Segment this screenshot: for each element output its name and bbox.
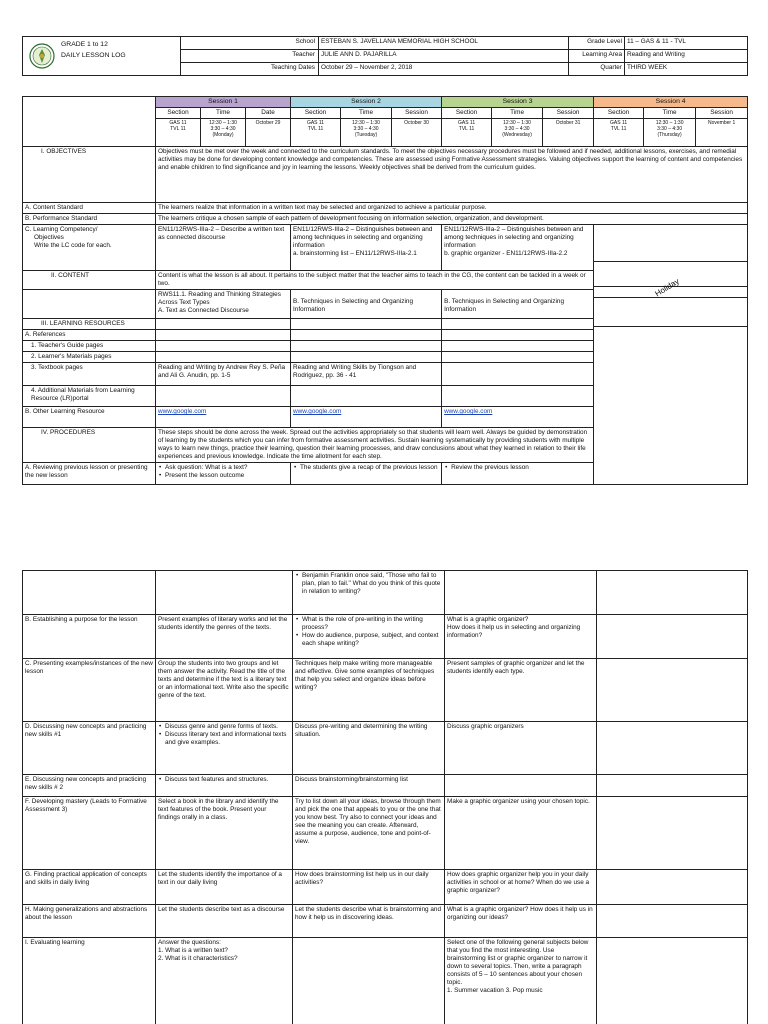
application-session-1: Let the students identify the importance of a text in our daily living xyxy=(156,870,293,905)
session-4-section: GAS 11 TVL 11 xyxy=(594,119,644,147)
resource-link-session-3[interactable]: www.google.com xyxy=(444,408,493,416)
discuss2-label: E. Discussing new concepts and practicing new skills # 2 xyxy=(23,775,156,797)
mastery-session-1: Select a book in the library and identify the text features of the book. Present your findings orally in a class. xyxy=(156,797,293,870)
teacher-value: JULIE ANN D. PAJARILLA xyxy=(319,50,569,63)
resource-link-session-2[interactable]: www.google.com xyxy=(293,408,342,416)
review-s1-item: • Ask question: What is a text? xyxy=(158,464,288,472)
school-value: ESTEBAN S. JAVELLANA MEMORIAL HIGH SCHOOL xyxy=(319,37,569,50)
header-logo-cell xyxy=(23,37,181,76)
purpose-session-3: What is a graphic organizer? How does it help us in selecting and organizing information? xyxy=(445,615,597,659)
resources-label: III. LEARNING RESOURCES xyxy=(23,319,156,330)
session-3-time: 12:30 – 1:30 3:30 – 4:30 (Wednesday) xyxy=(492,119,543,147)
textbook-session-2: Reading and Writing Skills by Tiongson and Rodriguez, pp. 36 - 41 xyxy=(291,363,442,386)
mastery-label: F. Developing mastery (Leads to Formative Assessment 3) xyxy=(23,797,156,870)
generalization-session-2: Let the students describe what is brainstorming and how it help us in discovering ideas. xyxy=(293,905,445,938)
session-2-title: Session 2 xyxy=(291,97,442,108)
teaching-dates-value: October 29 – November 2, 2018 xyxy=(319,63,569,76)
teacher-label: Teacher xyxy=(181,50,319,63)
header-block xyxy=(22,36,747,76)
discuss1-label: D. Discussing new concepts and practicing new skills #1 xyxy=(23,722,156,775)
col-head: Section xyxy=(442,108,492,119)
evaluating-session-3: Select one of the following general subjects below that you find the most interesting. Use brainstorming list or graphic organizer to narrow it down to several topics. Then, write a paragraph consists of 5 – 10 sentences about your chosen topic. 1. Summer vacation 3. Pop music xyxy=(445,938,597,1024)
quarter-value: THIRD WEEK xyxy=(625,63,748,76)
evaluating-label: I. Evaluating learning xyxy=(23,938,156,1024)
performance-standard-label: B. Performance Standard xyxy=(23,214,156,225)
col-head: Time xyxy=(341,108,392,119)
review-s1-item: • Present the lesson outcome xyxy=(158,472,288,480)
other-resource-label: B. Other Learning Resource xyxy=(23,407,156,428)
col-head: Time xyxy=(492,108,543,119)
purpose-s2-item: • What is the role of pre-writing in the writing process? xyxy=(295,616,442,632)
evaluating-session-1: Answer the questions: 1. What is a written text? 2. What is it characteristics? xyxy=(156,938,293,1024)
grade-level-label: Grade Level xyxy=(569,37,625,50)
session-3-title: Session 3 xyxy=(442,97,594,108)
lc-code-note: Write the LC code for each. xyxy=(34,242,112,250)
learning-area-label: Learning Area xyxy=(569,50,625,63)
review-label: A. Reviewing previous lesson or presenting the new lesson xyxy=(23,463,156,485)
content-session-2: B. Techniques in Selecting and Organizing Information xyxy=(291,290,442,319)
references-label: A. References xyxy=(23,330,156,341)
application-session-2: How does brainstorming list help us in our daily activities? xyxy=(293,870,445,905)
examples-session-1: Group the students into two groups and let them answer the activity. Read the title of the texts and determine if the text is a literary text or an informational text. Write also the specific genre of the text. xyxy=(156,659,293,722)
competency-label: C. Learning Competency/ xyxy=(25,226,98,234)
deped-seal-icon xyxy=(29,43,55,69)
quarter-label: Quarter xyxy=(569,63,625,76)
review-s2-item: • The students give a recap of the previous lesson xyxy=(293,464,439,472)
objectives-sublabel: Objectives xyxy=(34,234,64,242)
holiday-label: Holiday xyxy=(653,277,681,299)
discuss2-s1-item: • Discuss text features and structures. xyxy=(158,776,290,784)
competency-session-3: EN11/12RWS-IIIa-2 – Distinguishes between and among techniques in selecting and organizing information b. graphic organizer - EN11/12RWS-IIIa-2.2 xyxy=(442,225,594,271)
examples-session-2: Techniques help make writing more manageable and effective. Give some examples of techniques that help you select and organize ideas before writing? xyxy=(293,659,445,722)
mastery-session-2: Try to list down all your ideas, browse through them and pick the one that appeals to you or the one that you know best. Try also to connect your ideas and see the meaning you can create. Afterward, assume a purpose, audience, tone and point-of-view. xyxy=(293,797,445,870)
competency-label-cell xyxy=(23,225,156,271)
content-label: II. CONTENT xyxy=(23,271,156,290)
generalization-session-3: What is a graphic organizer? How does it help us in organizing our ideas? xyxy=(445,905,597,938)
purpose-label: B. Establishing a purpose for the lesson xyxy=(23,615,156,659)
objectives-label: I. OBJECTIVES xyxy=(23,147,156,203)
session-2-date: October 30 xyxy=(392,119,442,147)
examples-session-3: Present samples of graphic organizer and let the students identify each type. xyxy=(445,659,597,722)
discuss1-session-3: Discuss graphic organizers xyxy=(445,722,597,775)
session-4-time: 12:30 – 1:30 3:30 – 4:30 (Thursday) xyxy=(644,119,696,147)
session-1-date: October 29 xyxy=(246,119,291,147)
learning-area-value: Reading and Writing xyxy=(625,50,748,63)
session-2-section: GAS 11 TVL 11 xyxy=(291,119,341,147)
generalization-label: H. Making generalizations and abstractions about the lesson xyxy=(23,905,156,938)
procedures-label: IV. PROCEDURES xyxy=(23,428,156,463)
session-4-title: Session 4 xyxy=(594,97,748,108)
discuss1-s1-item: • Discuss genre and genre forms of texts. xyxy=(158,723,290,731)
objectives-text: Objectives must be met over the week and connected to the curriculum standards. To meet the objectives necessary procedures must be followed and if needed, additional lessons, exercises, and remedial activities may be done for developing content knowledge and competencies. These are assessed using Formative Assessment strategies. Valuing objectives support the learning of content and competencies and enable children to find significance and joy in learning the lessons. Weekly objectives shall be derived from the curriculum guides. xyxy=(156,147,748,203)
resource-link-session-1[interactable]: www.google.com xyxy=(158,408,207,416)
col-head: Time xyxy=(644,108,696,119)
col-head: Section xyxy=(156,108,201,119)
grade-label: GRADE 1 to 12 xyxy=(61,41,108,48)
content-blank xyxy=(23,290,156,319)
discuss2-session-2: Discuss brainstorming/brainstorming list xyxy=(293,775,445,797)
content-standard-text: The learners realize that information in a written text may be selected and organized to achieve a particular purpose. xyxy=(156,203,748,214)
purpose-session-1: Present examples of literary works and let the students identify the genres of the texts. xyxy=(156,615,293,659)
procedures-text: These steps should be done across the week. Spread out the activities appropriately so that students will learn well. Always be guided by demonstration of learning by the students which you can infer from formative assessment activities. Sustain learning systematically by providing students with multiple ways to learn new things, practice their learning, question their learning processes, and draw conclusions about what they learned in relation to their life experiences and previous knowledge. Indicate the time allotment for each step. xyxy=(156,428,594,463)
generalization-session-1: Let the students describe text as a discourse xyxy=(156,905,293,938)
lesson-log-page-2 xyxy=(22,570,747,1024)
quote-item: • Benjamin Franklin once said, "Those who fail to plan, plan to fail." What do you think of this quote in relation to writing? xyxy=(295,572,442,596)
review-s3-item: • Review the previous lesson xyxy=(444,464,591,472)
learners-materials-label: 2. Learner's Materials pages xyxy=(23,352,156,363)
session-1-time: 12:30 – 1:30 3:30 – 4:30 (Monday) xyxy=(201,119,246,147)
col-head: Session xyxy=(543,108,594,119)
content-text: Content is what the lesson is all about. It pertains to the subject matter that the teacher aims to teach in the CG, the content can be tackled in a week or two. xyxy=(156,271,594,290)
discuss1-s1-item: • Discuss literary text and informational texts and give examples. xyxy=(158,731,290,747)
school-label: School xyxy=(181,37,319,50)
col-head: Date xyxy=(246,108,291,119)
teachers-guide-label: 1. Teacher's Guide pages xyxy=(23,341,156,352)
teaching-dates-label: Teaching Dates xyxy=(181,63,319,76)
examples-label: C. Presenting examples/instances of the new lesson xyxy=(23,659,156,722)
session-4-date: November 1 xyxy=(696,119,748,147)
mastery-session-3: Make a graphic organizer using your chosen topic. xyxy=(445,797,597,870)
additional-materials-label: 4. Additional Materials from Learning Resource (LR)portal xyxy=(23,386,156,407)
col-head: Section xyxy=(594,108,644,119)
purpose-s2-item: • How do audience, purpose, subject, and context each shape writing? xyxy=(295,632,442,648)
textbook-session-1: Reading and Writing by Andrew Rey S. Peña and Ali G. Anudin, pp. 1-5 xyxy=(156,363,291,386)
session-3-date: October 31 xyxy=(543,119,594,147)
content-session-3: B. Techniques in Selecting and Organizing Information xyxy=(442,290,594,319)
application-label: G. Finding practical application of concepts and skills in daily living xyxy=(23,870,156,905)
performance-standard-text: The learners critique a chosen sample of each pattern of development focusing on information selection, organization, and development. xyxy=(156,214,748,225)
discuss1-session-2: Discuss pre-writing and determining the writing situation. xyxy=(293,722,445,775)
dll-title: DAILY LESSON LOG xyxy=(61,52,126,59)
application-session-3: How does graphic organizer help you in your daily activities in school or at home? When do we use a graphic organizer? xyxy=(445,870,597,905)
lesson-log-page-1 xyxy=(22,96,747,485)
col-head: Session xyxy=(696,108,748,119)
competency-session-2: EN11/12RWS-IIIa-2 – Distinguishes between and among techniques in selecting and organizing information a. brainstorming list – EN11/12RWS-IIIa-2.1 xyxy=(291,225,442,271)
holiday-cell xyxy=(594,225,748,485)
session-1-title: Session 1 xyxy=(156,97,291,108)
content-standard-label: A. Content Standard xyxy=(23,203,156,214)
textbook-label: 3. Textbook pages xyxy=(23,363,156,386)
session-3-section: GAS 11 TVL 11 xyxy=(442,119,492,147)
content-session-1: RWS11.1. Reading and Thinking Strategies Across Text Types A. Text as Connected Discourse xyxy=(156,290,291,319)
session-1-section: GAS 11 TVL 11 xyxy=(156,119,201,147)
competency-session-1: EN11/12RWS-IIIa-2 – Describe a written text as connected discourse xyxy=(156,225,291,271)
col-head: Time xyxy=(201,108,246,119)
sessions-label-cell xyxy=(23,97,156,147)
grade-level-value: 11 – GAS & 11 - TVL xyxy=(625,37,748,50)
col-head: Session xyxy=(392,108,442,119)
col-head: Section xyxy=(291,108,341,119)
session-2-time: 12:30 – 1:30 3:30 – 4:30 (Tuesday) xyxy=(341,119,392,147)
